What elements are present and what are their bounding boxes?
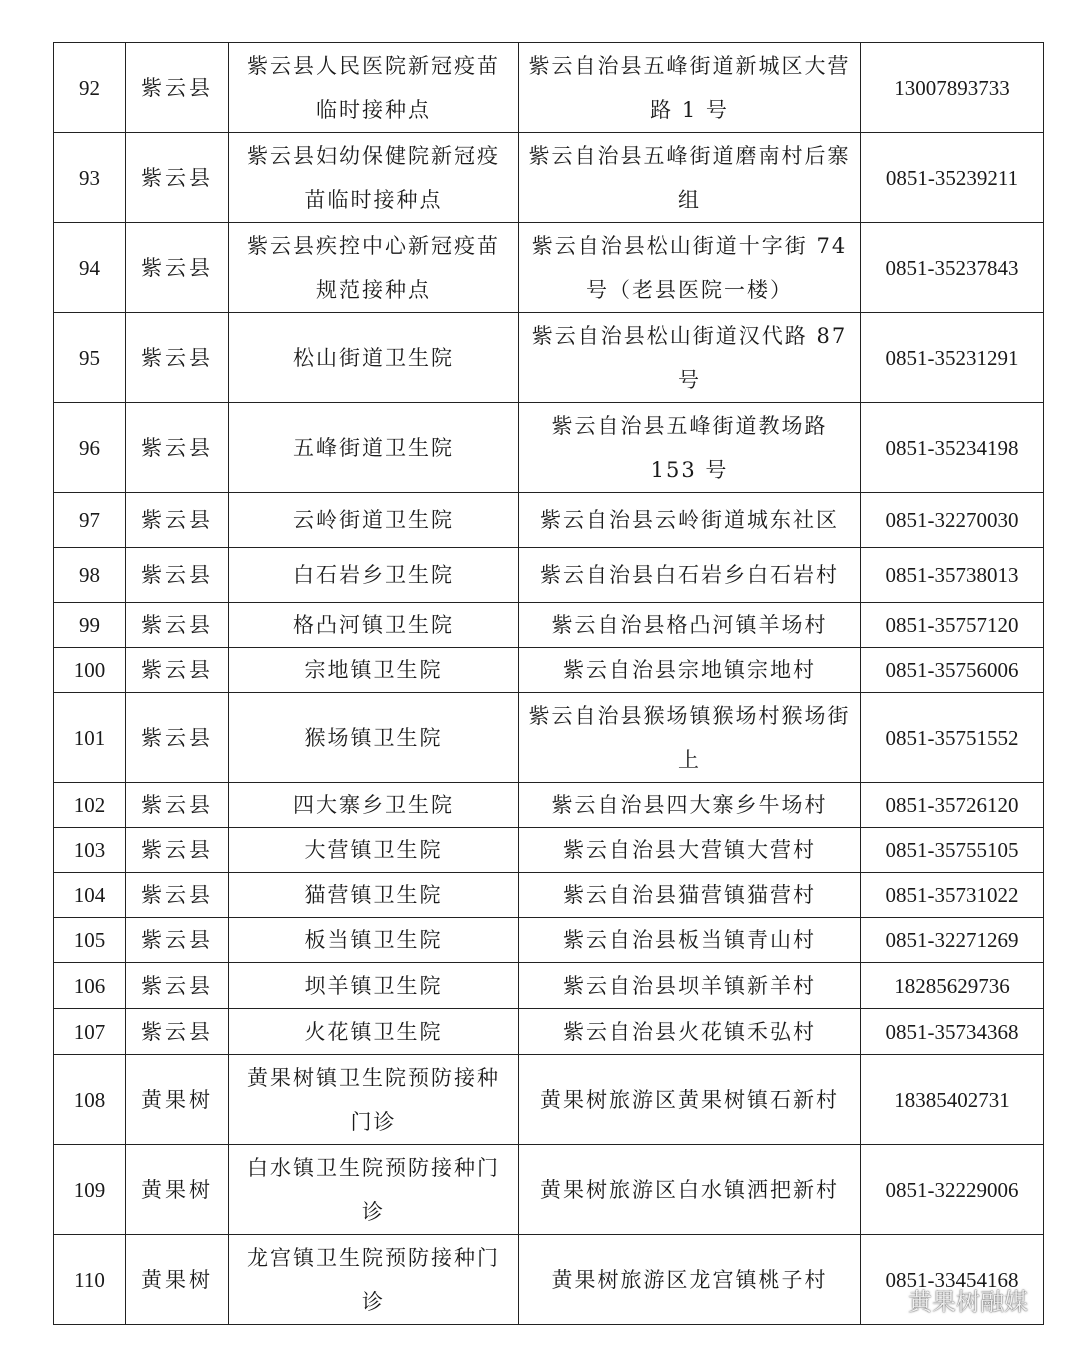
cell-county: 紫云县 [126,828,229,873]
cell-phone: 13007893733 [861,43,1044,133]
cell-phone: 0851-35756006 [861,648,1044,693]
vaccination-site-table-sheet [53,42,1043,1325]
cell-county: 黄果树 [126,1055,229,1145]
cell-phone: 0851-35751552 [861,693,1044,783]
cell-phone: 0851-33454168 [861,1235,1044,1325]
cell-address: 紫云自治县四大寨乡牛场村 [519,783,861,828]
cell-site-name: 坝羊镇卫生院 [229,963,519,1009]
cell-phone: 0851-35731022 [861,873,1044,918]
cell-address: 紫云自治县五峰街道磨南村后寨组 [519,133,861,223]
table-row [54,603,1044,648]
cell-county: 紫云县 [126,918,229,963]
cell-index: 95 [54,313,126,403]
cell-index: 109 [54,1145,126,1235]
cell-index: 103 [54,828,126,873]
cell-index: 101 [54,693,126,783]
watermark-text: 黄果树融媒 [908,1288,1028,1316]
cell-address: 黄果树旅游区白水镇洒把新村 [519,1145,861,1235]
cell-address: 紫云自治县格凸河镇羊场村 [519,603,861,648]
cell-site-name: 云岭街道卫生院 [229,493,519,548]
cell-site-name: 猴场镇卫生院 [229,693,519,783]
cell-address: 紫云自治县猫营镇猫营村 [519,873,861,918]
cell-address: 黄果树旅游区黄果树镇石新村 [519,1055,861,1145]
table-row [54,1009,1044,1055]
cell-phone: 0851-32270030 [861,493,1044,548]
cell-site-name: 四大寨乡卫生院 [229,783,519,828]
cell-phone: 0851-35734368 [861,1009,1044,1055]
table-row [54,313,1044,403]
cell-site-name: 猫营镇卫生院 [229,873,519,918]
cell-phone: 0851-32271269 [861,918,1044,963]
cell-address: 紫云自治县宗地镇宗地村 [519,648,861,693]
cell-index: 96 [54,403,126,493]
cell-site-name: 白水镇卫生院预防接种门诊 [229,1145,519,1235]
cell-phone: 0851-32229006 [861,1145,1044,1235]
table-row [54,693,1044,783]
cell-index: 99 [54,603,126,648]
table-row [54,963,1044,1009]
cell-county: 紫云县 [126,548,229,603]
cell-phone: 18385402731 [861,1055,1044,1145]
cell-address: 紫云自治县火花镇禾弘村 [519,1009,861,1055]
cell-index: 93 [54,133,126,223]
cell-address: 紫云自治县板当镇青山村 [519,918,861,963]
cell-address: 紫云自治县白石岩乡白石岩村 [519,548,861,603]
cell-county: 紫云县 [126,963,229,1009]
cell-site-name: 龙宫镇卫生院预防接种门诊 [229,1235,519,1325]
cell-county: 紫云县 [126,693,229,783]
cell-site-name: 宗地镇卫生院 [229,648,519,693]
cell-index: 105 [54,918,126,963]
cell-county: 紫云县 [126,648,229,693]
cell-site-name: 紫云县疾控中心新冠疫苗规范接种点 [229,223,519,313]
table-row [54,1055,1044,1145]
cell-county: 紫云县 [126,1009,229,1055]
cell-site-name: 黄果树镇卫生院预防接种门诊 [229,1055,519,1145]
cell-address: 紫云自治县松山街道十字街 74 号（老县医院一楼） [519,223,861,313]
wechat-icon [872,1288,902,1312]
cell-site-name: 紫云县妇幼保健院新冠疫苗临时接种点 [229,133,519,223]
cell-site-name: 紫云县人民医院新冠疫苗临时接种点 [229,43,519,133]
cell-site-name: 五峰街道卫生院 [229,403,519,493]
cell-phone: 0851-35755105 [861,828,1044,873]
cell-county: 紫云县 [126,603,229,648]
cell-phone: 0851-35231291 [861,313,1044,403]
cell-index: 106 [54,963,126,1009]
cell-index: 98 [54,548,126,603]
cell-site-name: 火花镇卫生院 [229,1009,519,1055]
cell-address: 紫云自治县五峰街道教场路 153 号 [519,403,861,493]
cell-index: 97 [54,493,126,548]
cell-county: 紫云县 [126,223,229,313]
table-row [54,873,1044,918]
table-row [54,783,1044,828]
cell-county: 紫云县 [126,493,229,548]
cell-address: 紫云自治县云岭街道城东社区 [519,493,861,548]
cell-index: 92 [54,43,126,133]
cell-index: 110 [54,1235,126,1325]
cell-site-name: 松山街道卫生院 [229,313,519,403]
cell-site-name: 白石岩乡卫生院 [229,548,519,603]
cell-county: 紫云县 [126,403,229,493]
table-row [54,648,1044,693]
cell-phone: 0851-35237843 [861,223,1044,313]
cell-site-name: 格凸河镇卫生院 [229,603,519,648]
cell-address: 紫云自治县松山街道汉代路 87 号 [519,313,861,403]
table-row [54,828,1044,873]
cell-address: 紫云自治县猴场镇猴场村猴场街上 [519,693,861,783]
cell-county: 黄果树 [126,1145,229,1235]
cell-phone: 0851-35738013 [861,548,1044,603]
table-body [54,43,1044,1325]
cell-index: 108 [54,1055,126,1145]
cell-site-name: 大营镇卫生院 [229,828,519,873]
cell-phone: 0851-35726120 [861,783,1044,828]
cell-phone: 0851-35757120 [861,603,1044,648]
cell-index: 107 [54,1009,126,1055]
cell-county: 紫云县 [126,133,229,223]
watermark [872,1282,1028,1317]
cell-index: 94 [54,223,126,313]
table-row [54,493,1044,548]
cell-site-name: 板当镇卫生院 [229,918,519,963]
cell-address: 紫云自治县大营镇大营村 [519,828,861,873]
cell-address: 紫云自治县坝羊镇新羊村 [519,963,861,1009]
cell-index: 104 [54,873,126,918]
cell-county: 紫云县 [126,43,229,133]
cell-county: 紫云县 [126,873,229,918]
table-row [54,403,1044,493]
cell-address: 紫云自治县五峰街道新城区大营路 1 号 [519,43,861,133]
table-row [54,918,1044,963]
table-row [54,223,1044,313]
table-row [54,1145,1044,1235]
vaccination-site-table [53,42,1044,1325]
cell-phone: 18285629736 [861,963,1044,1009]
cell-county: 紫云县 [126,313,229,403]
table-row [54,43,1044,133]
cell-index: 100 [54,648,126,693]
cell-phone: 0851-35239211 [861,133,1044,223]
cell-index: 102 [54,783,126,828]
cell-county: 紫云县 [126,783,229,828]
cell-phone: 0851-35234198 [861,403,1044,493]
cell-address: 黄果树旅游区龙宫镇桃子村 [519,1235,861,1325]
cell-county: 黄果树 [126,1235,229,1325]
table-row [54,133,1044,223]
table-row [54,548,1044,603]
